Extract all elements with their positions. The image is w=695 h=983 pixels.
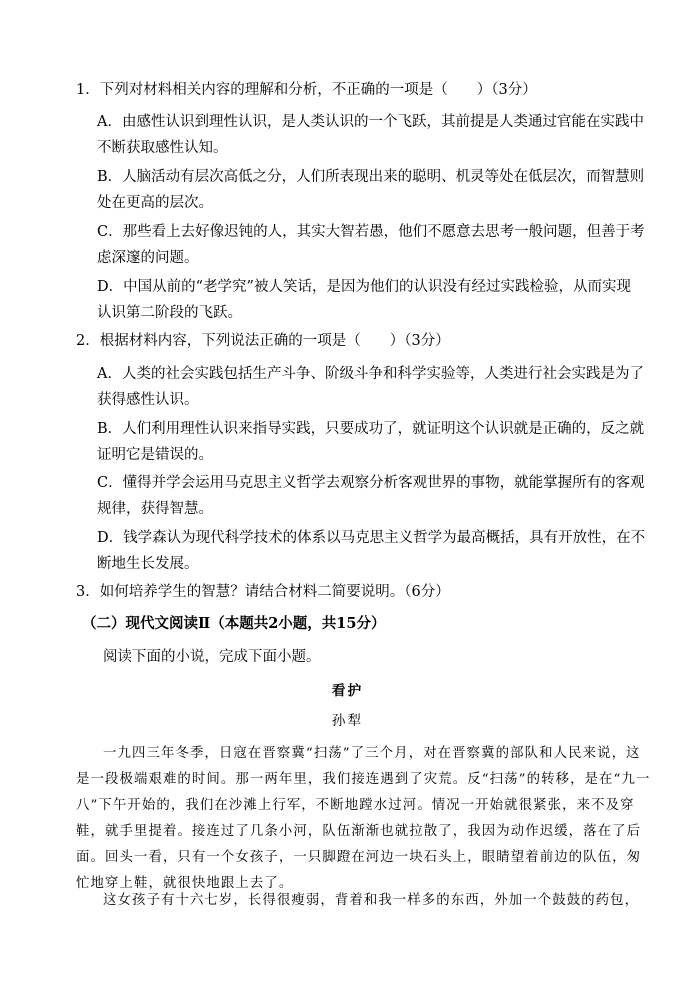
question-2-option-a-line-2: 获得感性认识。 [97,392,199,408]
section-heading: （二）现代文阅读Ⅱ（本题共2小题，共15分） [82,615,386,632]
question-1-option-b-line-2: 处在更高的层次。 [97,195,213,211]
story-paragraph-1-line-3: 八”下午开始的，我们在沙滩上行军，不断地蹚水过河。情况一开始就很紧张，来不及穿 [76,798,635,813]
question-2-option-c-line-1: C．懂得并学会运用马克思主义哲学去观察分析客观世界的事物，就能掌握所有的客观 [97,475,645,491]
question-1-option-a-line-2: 不断获取感性认知。 [97,140,228,156]
question-3-stem: 3．如何培养学生的智慧？请结合材料二简要说明。（6分） [76,584,450,600]
story-paragraph-1-line-2: 是一段极端艰难的时间。那一两年里，我们接连遇到了灾荒。反“扫荡”的转移，是在“九一 [76,772,651,787]
story-paragraph-2-line-1: 这女孩子有十六七岁，长得很瘦弱，背着和我一样多的东西，外加一个鼓鼓的药包， [103,893,640,908]
story-paragraph-1-line-6: 忙地穿上鞋，就很快地跟上去了。 [76,876,294,891]
question-2-option-b-line-2: 证明它是错误的。 [97,447,213,463]
story-title: 看护 [331,683,364,699]
question-1-stem: 1．下列对材料相关内容的理解和分析，不正确的一项是（ ）（3分） [76,82,537,98]
reading-instruction: 阅读下面的小说，完成下面小题。 [103,649,321,665]
question-2-option-d-line-1: D．钱学森认为现代科学技术的体系以马克思主义哲学为最高概括，具有开放性，在不 [97,530,646,546]
story-author: 孙犁 [331,713,364,729]
question-1-option-c-line-1: C．那些看上去好像迟钝的人，其实大智若愚，他们不愿意去思考一般问题，但善于考 [97,224,645,240]
question-1-option-c-line-2: 虑深邃的问题。 [97,250,199,266]
question-2-option-b-line-1: B．人们利用理性认识来指导实践，只要成功了，就证明这个认识就是正确的，反之就 [97,421,645,437]
question-2-option-c-line-2: 规律，获得智慧。 [97,501,213,517]
question-1-option-b-line-1: B．人脑活动有层次高低之分，人们所表现出来的聪明、机灵等处在低层次，而智慧则 [97,169,645,185]
story-paragraph-1-line-4: 鞋，就手里提着。接连过了几条小河，队伍渐渐也就拉散了，我因为动作迟缓，落在了后 [76,824,642,839]
question-2-option-a-line-1: A．人类的社会实践包括生产斗争、阶级斗争和科学实验等，人类进行社会实践是为了 [97,366,644,382]
question-1-option-a-line-1: A．由感性认识到理性认识，是人类认识的一个飞跃，其前提是人类通过官能在实践中 [97,114,644,130]
question-2-stem: 2．根据材料内容，下列说法正确的一项是（ ）（3分） [76,333,450,349]
story-paragraph-1-line-5: 面。回头一看，只有一个女孩子，一只脚蹬在河边一块石头上，眼睛望着前边的队伍，匆 [76,850,642,865]
question-1-option-d-line-2: 认识第二阶段的飞跃。 [97,305,242,321]
story-paragraph-1-line-1: 一九四三年冬季，日寇在晋察冀“扫荡”了三个月，对在晋察冀的部队和人民来说，这 [103,746,641,761]
question-2-option-d-line-2: 断地生长发展。 [97,556,199,572]
question-1-option-d-line-1: D．中国从前的“老学究”被人笑话，是因为他们的认识没有经过实践检验，从而实现 [97,279,631,295]
